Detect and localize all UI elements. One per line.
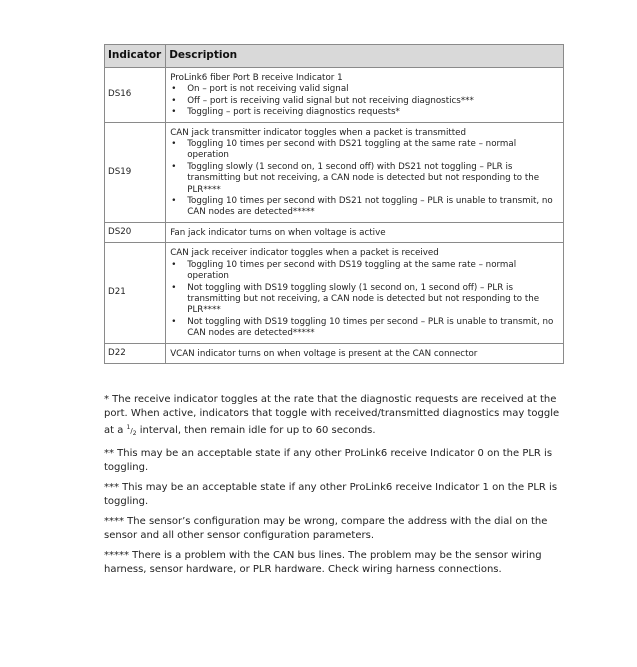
header-indicator: Indicator (105, 45, 166, 68)
indicator-cell: DS20 (105, 222, 166, 242)
footnote-1 (104, 393, 566, 442)
footnote-5: ***** There is a problem with the CAN bus lines. The problem may be the sensor wiring harness, sensor hardware, or PLR hardware. Check wiring harness connections. (104, 549, 542, 576)
table-row (105, 68, 564, 123)
footnote-1-text: * The receive indicator toggles at the rate that the diagnostic requests are received at the port. When active, indicators that toggle with received/transmitted diagnostics may toggle at a (104, 394, 560, 437)
table-row (105, 222, 564, 242)
footnote-1-text-end: interval, then remain idle for up to 60 seconds. (136, 425, 376, 437)
footnote-3: *** This may be an acceptable state if any other ProLink6 receive Indicator 1 on the PLR is toggling. (104, 482, 558, 508)
table-row (105, 122, 564, 222)
table-row (105, 243, 564, 343)
list-item: • Toggling – port is receiving diagnostics requests* (170, 107, 559, 118)
description-cell (166, 122, 564, 222)
footnotes (104, 393, 566, 583)
footnote-4: **** The sensor’s configuration may be wrong, compare the address with the dial on the sensor and all other sensor configuration parameters. (104, 515, 548, 542)
indicator-cell: D22 (105, 343, 166, 363)
footnote-2: ** This may be an acceptable state if any other ProLink6 receive Indicator 0 on the PLR is toggling. (104, 448, 553, 474)
description-intro: Fan jack indicator turns on when voltage is active (170, 227, 386, 238)
fraction-denominator: 2 (132, 430, 137, 438)
description-intro: VCAN indicator turns on when voltage is present at the CAN connector (170, 348, 478, 359)
list-item: • Not toggling with DS19 toggling slowly (1 second on, 1 second off) – PLR is transmitting but not receiving, a CAN node is detected but not responding to the PLR**** (170, 283, 559, 317)
fraction-numerator: 1 (126, 424, 131, 432)
list-item: • Toggling 10 times per second with DS21 toggling at the same rate – normal operation (170, 139, 559, 162)
description-intro: ProLink6 fiber Port B receive Indicator 1 (170, 73, 343, 83)
description-cell (166, 222, 564, 242)
description-cell (166, 243, 564, 343)
description-cell (166, 68, 564, 123)
table-header-row (105, 45, 564, 68)
description-intro: CAN jack transmitter indicator toggles when a packet is transmitted (170, 127, 467, 138)
list-item: • Toggling 10 times per second with DS19 toggling at the same rate – normal operation (170, 260, 559, 283)
indicator-cell: DS16 (105, 68, 166, 123)
indicator-cell: D21 (105, 243, 166, 343)
bullet-list (170, 139, 559, 219)
bullet-list (170, 260, 559, 340)
list-item: • On – port is not receiving valid signal (170, 84, 559, 95)
list-item: • Off – port is receiving valid signal but not receiving diagnostics*** (170, 96, 559, 107)
list-item: • Not toggling with DS19 toggling 10 times per second – PLR is unable to transmit, no CAN nodes are detected***** (170, 317, 559, 340)
list-item: • Toggling 10 times per second with DS21 not toggling – PLR is unable to transmit, no CAN nodes are detected***** (170, 196, 559, 219)
description-cell (166, 343, 564, 363)
table-row (105, 343, 564, 363)
fraction-half: $^1/_2$ (126, 424, 137, 438)
indicator-table (104, 44, 564, 364)
list-item: • Toggling slowly (1 second on, 1 second off) with DS21 not toggling – PLR is transmitting but not receiving, a CAN node is detected but not responding to the PLR**** (170, 162, 559, 196)
description-intro: CAN jack receiver indicator toggles when a packet is received (170, 248, 439, 259)
bullet-list (170, 84, 559, 118)
indicator-cell: DS19 (105, 122, 166, 222)
header-description: Description (166, 45, 564, 68)
